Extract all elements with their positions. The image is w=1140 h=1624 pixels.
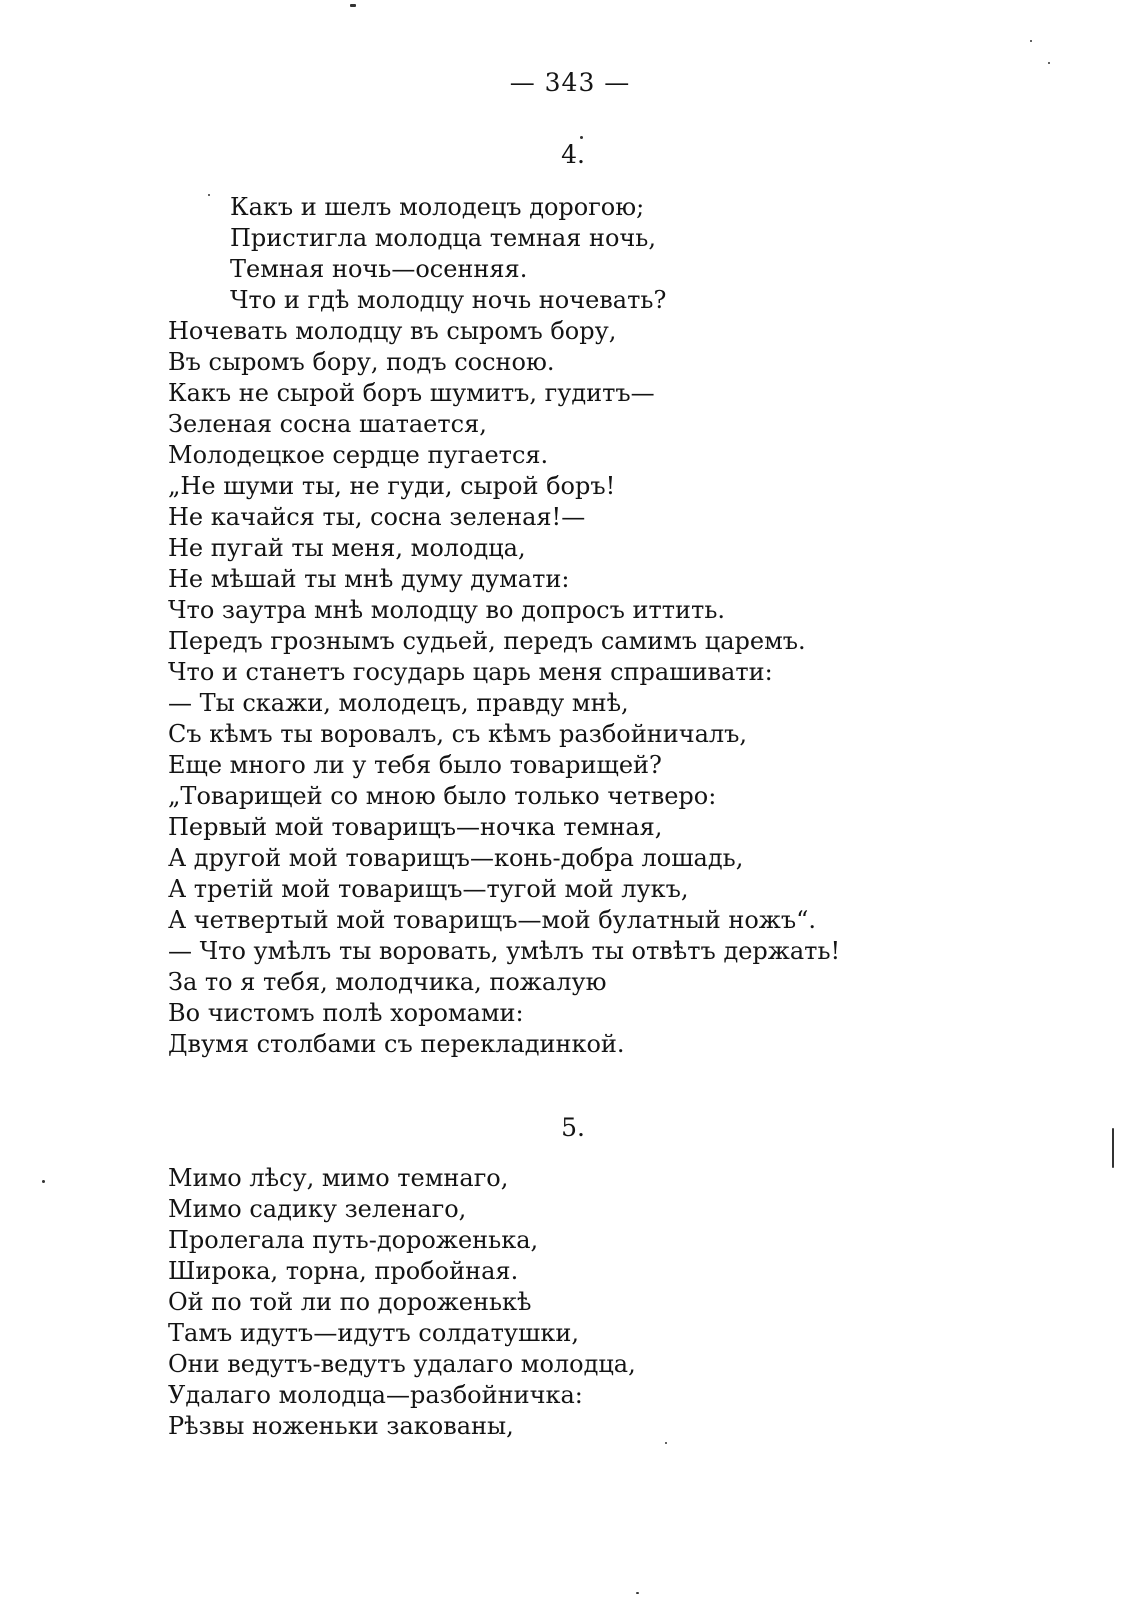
verse-line: Съ кѣмъ ты воровалъ, съ кѣмъ разбойничалъ, — [168, 720, 748, 748]
verse-line: Широка, торна, пробойная. — [168, 1257, 519, 1285]
verse-line: Тамъ идутъ—идутъ солдатушки, — [168, 1319, 579, 1347]
section-4-verse — [168, 192, 840, 1060]
verse-line: Молодецкое сердце пугается. — [168, 441, 549, 469]
scan-speck — [580, 136, 583, 139]
scan-speck — [1030, 40, 1032, 42]
verse-line: Рѣзвы ноженьки закованы, — [168, 1412, 514, 1440]
verse-line: Они ведутъ-ведутъ удалаго молодца, — [168, 1350, 636, 1378]
verse-line: Мимо садику зеленаго, — [168, 1195, 467, 1223]
verse-line: Зеленая сосна шатается, — [168, 410, 487, 438]
verse-line: Ой по той ли по дороженькѣ — [168, 1288, 532, 1316]
verse-line: „Товарищей со мною было только четверо: — [168, 782, 717, 810]
verse-line: Пролегала путь-дороженька, — [168, 1226, 539, 1254]
scan-speck — [208, 194, 210, 196]
scan-speck — [350, 4, 356, 7]
verse-line: Темная ночь—осенняя. — [230, 255, 528, 283]
verse-line: Ночевать молодцу въ сыромъ бору, — [168, 317, 617, 345]
verse-line: А другой мой товарищъ—конь-добра лошадь, — [168, 844, 744, 872]
page-number: — 343 — — [509, 68, 631, 97]
verse-line: А четвертый мой товарищъ—мой булатный ножъ“. — [168, 906, 817, 934]
verse-line: Какъ и шелъ молодецъ дорогою; — [230, 193, 645, 221]
verse-line: Не пугай ты меня, молодца, — [168, 534, 526, 562]
section-5-number: 5. — [561, 1113, 585, 1142]
verse-line: Что заутра мнѣ молодцу во допросъ иттить. — [168, 596, 726, 624]
verse-line: Что и станетъ государь царь меня спрашивати: — [168, 658, 773, 686]
verse-line: Что и гдѣ молодцу ночь ночевать? — [230, 286, 667, 314]
verse-line: Еще много ли у тебя было товарищей? — [168, 751, 662, 779]
verse-line: Двумя столбами съ перекладинкой. — [168, 1030, 625, 1058]
verse-line: Какъ не сырой боръ шумитъ, гудитъ— — [168, 379, 655, 407]
verse-line: — Что умѣлъ ты воровать, умѣлъ ты отвѣтъ держать! — [168, 937, 841, 965]
verse-line: „Не шуми ты, не гуди, сырой боръ! — [168, 472, 616, 500]
verse-line: Удалаго молодца—разбойничка: — [168, 1381, 583, 1409]
verse-line: Въ сыромъ бору, подъ сосною. — [168, 348, 555, 376]
scan-speck — [1048, 62, 1050, 64]
verse-line: А третій мой товарищъ—тугой мой лукъ, — [168, 875, 689, 903]
section-4-number: 4. — [561, 140, 585, 169]
verse-line: Во чистомъ полѣ хоромами: — [168, 999, 524, 1027]
section-5-verse — [168, 1163, 636, 1442]
verse-line: Передъ грознымъ судьей, передъ самимъ царемъ. — [168, 627, 806, 655]
verse-line: Мимо лѣсу, мимо темнаго, — [168, 1164, 509, 1192]
verse-line: Пристигла молодца темная ночь, — [230, 224, 656, 252]
scan-speck — [42, 1180, 45, 1183]
verse-line: За то я тебя, молодчика, пожалую — [168, 968, 607, 996]
verse-line: Не качайся ты, сосна зеленая!— — [168, 503, 586, 531]
scan-speck — [636, 1592, 639, 1594]
scan-speck — [665, 1442, 667, 1444]
verse-line: Первый мой товарищъ—ночка темная, — [168, 813, 663, 841]
verse-line: — Ты скажи, молодецъ, правду мнѣ, — [168, 689, 629, 717]
scan-speck — [1112, 1128, 1114, 1168]
verse-line: Не мѣшай ты мнѣ думу думати: — [168, 565, 570, 593]
